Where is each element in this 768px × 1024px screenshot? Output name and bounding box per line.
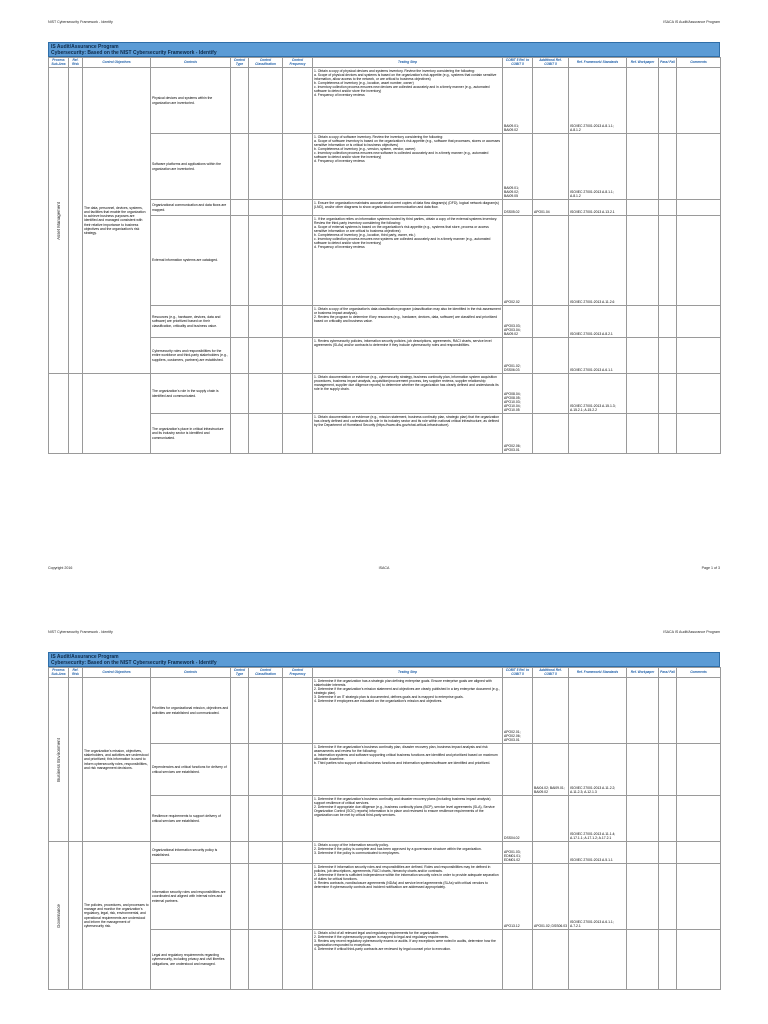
workpaper-cell[interactable] — [627, 216, 659, 306]
testing-step-line: 1. Obtain a list of all relevant legal and regulatory requirements for the organization. — [314, 930, 440, 935]
control-classification-cell[interactable] — [249, 930, 283, 990]
col-pass-fail: Pass/ Fail — [659, 58, 677, 68]
col-comments: Comments — [677, 668, 721, 678]
cobit5-ref-cell: APO13.12 — [503, 864, 533, 930]
process-sub-area-cell — [49, 68, 69, 374]
cobit5-ref-cell: APO02.02 — [503, 216, 533, 306]
col-controls: Controls — [151, 668, 231, 678]
control-cell: External information systems are cataloged. — [151, 216, 231, 306]
col-pass-fail: Pass/ Fail — [659, 668, 677, 678]
column-header-row — [49, 58, 721, 68]
control-classification-cell[interactable] — [249, 216, 283, 306]
col-ref-workpaper: Ref. Workpaper — [627, 58, 659, 68]
additional-cobit5-cell: APO01.04 — [533, 200, 569, 216]
testing-step-cell — [313, 678, 503, 744]
pass-fail-cell[interactable] — [659, 796, 677, 842]
testing-step-line: 1. If the organization relies on information systems hosted by third parties, obtain a copy of the external systems inventory. Review the third-party inventory considering the following: — [314, 216, 498, 225]
control-classification-cell[interactable] — [249, 796, 283, 842]
col-process-sub-area: Process Sub-Area — [49, 668, 69, 678]
testing-step-line: b. Completeness of inventory (e.g., location, third party, owner, etc.) — [314, 232, 416, 237]
pass-fail-cell[interactable] — [659, 842, 677, 864]
table-row — [49, 68, 721, 134]
testing-step-line: 3. Review any recent regulatory cybersecurity exams or audits. If any exceptions were noted in audits, determine how the organization responded to exceptions. — [314, 938, 496, 947]
column-header-row — [49, 668, 721, 678]
testing-step-line: d. Frequency of inventory reviews — [314, 93, 365, 98]
workpaper-cell[interactable] — [627, 338, 659, 374]
comments-cell[interactable] — [677, 338, 721, 374]
testing-step-line: 1. Ensure the organization maintains accurate and current copies of data flow diagram(s) (DFD), logical network diagram(s) (LND), and/or other diagrams to show organizational communication and data flow. — [314, 200, 499, 209]
control-objective-cell: The policies, procedures, and processes to manage and monitor the organization's regulatory, legal, risk, environmental, and operational requirements are understood and inform the management of cybersecurity risk. — [83, 842, 151, 990]
workpaper-cell[interactable] — [627, 200, 659, 216]
testing-step-line: a. Scope of external systems is based on the organization's risk appetite (e.g., systems that store, process or access sensitive information or are critical to business objectives) — [314, 224, 489, 233]
framework-ref-cell: ISO/IEC 27001:2013 A.8.1.1; A.8.1.2 — [569, 134, 627, 200]
control-frequency-cell[interactable] — [283, 68, 313, 134]
cobit5-ref-cell — [503, 744, 533, 796]
comments-cell[interactable] — [677, 930, 721, 990]
testing-step-line: 3. Review contracts, nondisclosure agreements (NDAs) and service level agreements (SLAs) with critical vendors to determine if cybersecurity controls and incident notification are addressed appropriately. — [314, 880, 488, 890]
col-additional-cobit5: Additional Ref. COBIT 5 — [533, 58, 569, 68]
control-type-cell[interactable] — [231, 678, 249, 744]
control-frequency-cell[interactable] — [283, 338, 313, 374]
testing-step-line: 2. Determine if the cybersecurity program is mapped to legal and regulatory requirements. — [314, 934, 449, 939]
testing-step-line: 1. Obtain a copy of the organization's data classification program (classification may also be identified in the risk assessment or business impact analysis). — [314, 306, 501, 315]
process-sub-area-cell — [49, 678, 69, 842]
col-additional-cobit5: Additional Ref. COBIT 5 — [533, 668, 569, 678]
additional-cobit5-cell — [533, 796, 569, 842]
testing-step-line: d. Frequency of inventory reviews — [314, 159, 365, 164]
col-ref-workpaper: Ref. Workpaper — [627, 668, 659, 678]
additional-cobit5-cell — [533, 338, 569, 374]
testing-step-line: 2. Review the program to determine if key resources (e.g., hardware, devices, data, software) are classified and prioritized based on criticality and business value. — [314, 314, 497, 323]
workpaper-cell[interactable] — [627, 796, 659, 842]
page-header-right: ISACA IS Audit/Assurance Program — [663, 20, 720, 24]
cobit5-ref-cell: DSS04.02 — [503, 796, 533, 842]
control-classification-cell[interactable] — [249, 374, 283, 414]
cobit5-ref-cell: BAI09.01; BAI09.02 — [503, 68, 533, 134]
footer-org: ISACA — [378, 566, 390, 570]
comments-cell[interactable] — [677, 796, 721, 842]
control-cell: Priorities for organizational mission, objectives and activities are established and communicated. — [151, 678, 231, 744]
control-cell: Resilience requirements to support delivery of critical services are established. — [151, 796, 231, 842]
comments-cell[interactable] — [677, 134, 721, 200]
testing-step-cell — [313, 930, 503, 990]
program-subtitle: Cybersecurity: Based on the NIST Cybersecurity Framework - Identify — [51, 50, 217, 57]
process-sub-area-label: Asset Management — [55, 201, 61, 240]
additional-cobit5-cell — [533, 134, 569, 200]
framework-ref-cell: ISO/IEC 27001:2013 A.11.2.6 — [569, 216, 627, 306]
table-row — [49, 842, 721, 864]
testing-step-cell — [313, 374, 503, 414]
control-frequency-cell[interactable] — [283, 414, 313, 454]
control-classification-cell[interactable] — [249, 68, 283, 134]
testing-step-cell — [313, 134, 503, 200]
additional-cobit5-cell — [533, 306, 569, 338]
testing-step-cell — [313, 216, 503, 306]
additional-cobit5-cell — [533, 68, 569, 134]
testing-step-cell — [313, 744, 503, 796]
testing-step-line: c. Inventory collection process ensures new devices are collected accurately and in a timely manner (e.g., automated software to detect and/or store the inventory) — [314, 84, 490, 94]
testing-step-line: 1. Obtain a copy of software inventory. Review the inventory considering the following: — [314, 134, 444, 139]
col-testing-step: Testing Step — [313, 58, 503, 68]
additional-cobit5-cell — [533, 414, 569, 454]
audit-table — [48, 57, 721, 454]
comments-cell[interactable] — [677, 414, 721, 454]
testing-step-line: b. Completeness of inventory (e.g., version, system, vendor, owner) — [314, 146, 416, 151]
additional-cobit5-cell — [533, 842, 569, 864]
testing-step-line: 2. Determine if appropriate due diligence (e.g., business continuity plans (BCP), service level agreements (SLA), Service Organization Control (SOC) reports) information is in place and reviewed to ensure resilience requirements of the organization can be met by critical third-party services. — [314, 804, 495, 817]
testing-step-line: 4. Determine if employees are educated on the organization's mission and objectives. — [314, 699, 443, 704]
testing-step-cell — [313, 864, 503, 930]
page-header-left: NIST Cybersecurity Framework - Identify — [48, 630, 113, 634]
col-cobit5: COBIT 5 Ref. to COBIT 5 — [503, 668, 533, 678]
cobit5-ref-cell: APO02.01; APO02.06; APO03.01 — [503, 678, 533, 744]
control-frequency-cell[interactable] — [283, 930, 313, 990]
control-objective-cell: The data, personnel, devices, systems, and facilities that enable the organization to achieve business purposes are identified and managed consistent with their relative importance to business objectives and the organization's risk strategy. — [83, 68, 151, 374]
comments-cell[interactable] — [677, 744, 721, 796]
control-classification-cell[interactable] — [249, 842, 283, 864]
process-sub-area-cell — [49, 842, 69, 990]
col-process-sub-area: Process Sub-Area — [49, 58, 69, 68]
comments-cell[interactable] — [677, 306, 721, 338]
framework-ref-cell: ISO/IEC 27001:2013 A.8.1.1; A.8.1.2 — [569, 68, 627, 134]
control-objective-cell: The organization's mission, objectives, stakeholders, and activities are understood and prioritized; this information is used to inform cybersecurity roles, responsibilities, and risk management decisions. — [83, 678, 151, 842]
framework-ref-cell: ISO/IEC 27001:2013 A.6.1.1 — [569, 338, 627, 374]
testing-step-cell — [313, 414, 503, 454]
control-type-cell[interactable] — [231, 930, 249, 990]
control-type-cell[interactable] — [231, 796, 249, 842]
col-control-type: Control Type — [231, 58, 249, 68]
control-frequency-cell[interactable] — [283, 134, 313, 200]
testing-step-line: c. Inventory collection process ensures new software is collected accurately and in a timely manner (e.g., automated software to detect and/or store the inventory) — [314, 150, 489, 160]
control-type-cell[interactable] — [231, 134, 249, 200]
col-cobit5: COBIT 5 Ref. to COBIT 5 — [503, 58, 533, 68]
control-cell: Physical devices and systems within the organization are inventoried. — [151, 68, 231, 134]
testing-step-line: 1. Determine if information security roles and responsibilities are defined. Roles and responsibilities may be defined in policies, job descriptions, agreements, RACI charts, hierarchy charts and/or contracts. — [314, 864, 491, 873]
additional-cobit5-cell — [533, 930, 569, 990]
framework-ref-cell: ISO/IEC 27001:2013 A.11.2.2; A.11.2.3; A.12.1.3 — [569, 744, 627, 796]
control-frequency-cell[interactable] — [283, 842, 313, 864]
control-cell: Legal and regulatory requirements regarding cybersecurity, including privacy and civil liberties obligations, are understood and managed. — [151, 930, 231, 990]
col-testing-step: Testing Step — [313, 668, 503, 678]
pass-fail-cell[interactable] — [659, 678, 677, 744]
control-frequency-cell[interactable] — [283, 678, 313, 744]
title-block — [48, 652, 720, 667]
workpaper-cell[interactable] — [627, 374, 659, 414]
pass-fail-cell[interactable] — [659, 744, 677, 796]
framework-ref-cell: ISO/IEC 27001:2013 A.11.1.4; A.17.1.1; A.17.1.2; A.17.2.1 — [569, 796, 627, 842]
comments-cell[interactable] — [677, 216, 721, 306]
cobit5-ref-cell — [503, 930, 533, 990]
ref-risk-cell[interactable] — [69, 374, 83, 454]
ref-risk-cell[interactable] — [69, 678, 83, 842]
ref-risk-cell[interactable] — [69, 68, 83, 374]
cobit5-ref-cell: APO01.03; EDM01.01; EDM01.02 — [503, 842, 533, 864]
framework-ref-cell: ISO/IEC 27001:2013 A.5.1.1 — [569, 842, 627, 864]
testing-step-line: c. Inventory collection process ensures new systems are collected accurately and in a timely manner (e.g., automated software to detect and/or store the inventory) — [314, 237, 491, 246]
audit-sheet — [48, 42, 720, 454]
testing-step-line: 1. Review cybersecurity policies, information security policies, job descriptions, agreements, RACI charts, service level agreements (SLAs) and/or contracts to determine if they include cybersecurity roles and responsibilities. — [314, 338, 492, 347]
control-cell: Cybersecurity roles and responsibilities for the entire workforce and third-party stakeholders (e.g., suppliers, customers, partners) are established. — [151, 338, 231, 374]
workpaper-cell[interactable] — [627, 68, 659, 134]
workpaper-cell[interactable] — [627, 744, 659, 796]
workpaper-cell[interactable] — [627, 930, 659, 990]
comments-cell[interactable] — [677, 200, 721, 216]
title-block — [48, 42, 720, 57]
testing-step-cell — [313, 306, 503, 338]
control-classification-cell[interactable] — [249, 200, 283, 216]
control-type-cell[interactable] — [231, 216, 249, 306]
testing-step-line: 1. Obtain documentation or evidence (e.g., mission statement, business continuity plan, strategic plan) that the organization has clearly defined and understands its role in its industry sector and its role within national critical infrastructure, as defined by the Department of Homeland Security (https://www.dhs.gov/what-critical-infrastructure). — [314, 414, 500, 427]
cobit5-ref-cell: APO01.02; DSS06.03 — [503, 338, 533, 374]
control-frequency-cell[interactable] — [283, 200, 313, 216]
testing-step-line: b. Completeness of inventory (e.g., location, asset number, owner) — [314, 80, 414, 85]
col-ref-framework: Ref. Framework/ Standards — [569, 58, 627, 68]
pass-fail-cell[interactable] — [659, 134, 677, 200]
cobit5-ref-cell: BAI09.01; BAI09.02; BAI09.05 — [503, 134, 533, 200]
control-frequency-cell[interactable] — [283, 216, 313, 306]
framework-ref-cell: ISO/IEC 27001:2013 A.6.1.1; A.7.2.1 — [569, 864, 627, 930]
framework-ref-cell — [569, 678, 627, 744]
report-page-2 — [0, 610, 768, 1024]
cobit5-ref-cell: DSS05.02 — [503, 200, 533, 216]
cobit5-ref-cell: APO03.03; APO03.04; BAI09.02 — [503, 306, 533, 338]
control-type-cell[interactable] — [231, 842, 249, 864]
control-cell: The organization's role in the supply chain is identified and communicated. — [151, 374, 231, 414]
testing-step-line: 2. Determine if there is sufficient independence within the information security roles in order to provide adequate separation of duties for critical functions. — [314, 872, 499, 881]
comments-cell[interactable] — [677, 864, 721, 930]
control-frequency-cell[interactable] — [283, 306, 313, 338]
testing-step-cell — [313, 842, 503, 864]
pass-fail-cell[interactable] — [659, 864, 677, 930]
control-classification-cell[interactable] — [249, 414, 283, 454]
control-type-cell[interactable] — [231, 864, 249, 930]
testing-step-line: 1. Obtain documentation or evidence (e.g., cybersecurity strategy, business continuity plan, information system acquisition procedures, business impact analysis, acquisition/procurement process, key supplier reviews, supplier relationship management, supplier due diligence reports) to determine whether the organization has clearly defined and understands its role in the supply chain. — [314, 374, 499, 391]
testing-step-cell — [313, 338, 503, 374]
control-cell: Organizational information security policy is established. — [151, 842, 231, 864]
framework-ref-cell — [569, 414, 627, 454]
control-classification-cell[interactable] — [249, 864, 283, 930]
workpaper-cell[interactable] — [627, 134, 659, 200]
pass-fail-cell[interactable] — [659, 930, 677, 990]
control-type-cell[interactable] — [231, 306, 249, 338]
cobit5-ref-cell: APO02.06; APO03.01 — [503, 414, 533, 454]
pass-fail-cell[interactable] — [659, 414, 677, 454]
testing-step-line: 1. Determine if the organization's business continuity and disaster recovery plans (including business impact analysis) support resilience of critical services. — [314, 796, 491, 805]
col-control-objectives: Control Objectives — [83, 668, 151, 678]
col-control-classification: Control Classification — [249, 58, 283, 68]
control-cell: Organizational communication and data flows are mapped. — [151, 200, 231, 216]
framework-ref-cell: ISO/IEC 27001:2013 A.13.2.1 — [569, 200, 627, 216]
pass-fail-cell[interactable] — [659, 200, 677, 216]
pass-fail-cell[interactable] — [659, 338, 677, 374]
col-ref-framework: Ref. Framework/ Standards — [569, 668, 627, 678]
testing-step-cell — [313, 68, 503, 134]
control-frequency-cell[interactable] — [283, 744, 313, 796]
pass-fail-cell[interactable] — [659, 374, 677, 414]
framework-ref-cell: ISO/IEC 27001:2013 A.15.1.3; A.15.2.1; A.15.2.2 — [569, 374, 627, 414]
ref-risk-cell[interactable] — [69, 842, 83, 990]
workpaper-cell[interactable] — [627, 678, 659, 744]
program-title: IS Audit/Assurance Program — [51, 654, 119, 660]
control-type-cell[interactable] — [231, 374, 249, 414]
comments-cell[interactable] — [677, 374, 721, 414]
testing-step-line: 4. Determine if critical third-party contracts are reviewed by legal counsel prior to execution. — [314, 946, 452, 951]
process-sub-area-label: Governance — [55, 903, 61, 928]
testing-step-line: a. Scope of software inventory is based on the organization's risk appetite (e.g., software that processes, stores or accesses sensitive information or is critical to business objectives) — [314, 138, 501, 147]
control-cell: Software platforms and applications within the organization are inventoried. — [151, 134, 231, 200]
testing-step-line: a. Information systems and software supporting critical business functions are identified and prioritized based on maximum allowable downtime. — [314, 752, 498, 761]
col-comments: Comments — [677, 58, 721, 68]
additional-cobit5-cell — [533, 678, 569, 744]
col-controls: Controls — [151, 58, 231, 68]
col-control-frequency: Control Frequency — [283, 668, 313, 678]
additional-cobit5-cell: APO01.02; DSS06.03 — [533, 864, 569, 930]
program-title: IS Audit/Assurance Program — [51, 44, 119, 50]
additional-cobit5-cell — [533, 374, 569, 414]
additional-cobit5-cell — [533, 216, 569, 306]
pass-fail-cell[interactable] — [659, 68, 677, 134]
control-classification-cell[interactable] — [249, 134, 283, 200]
testing-step-line: a. Scope of physical devices and systems is based on the organization's risk appetite (e.g., systems that contain sensitive information, allow access to the network, or are critical to business objectives) — [314, 72, 497, 81]
control-type-cell[interactable] — [231, 338, 249, 374]
testing-step-cell — [313, 796, 503, 842]
control-cell: Information security roles and responsibilities are coordinated and aligned with internal roles and external partners. — [151, 864, 231, 930]
audit-table — [48, 667, 721, 990]
testing-step-line: 1. Determine if the organization's business continuity plan, disaster recovery plan, business impact analysis and risk assessments and review for the following: — [314, 744, 488, 753]
control-type-cell[interactable] — [231, 744, 249, 796]
control-cell: Resources (e.g., hardware, devices, data and software) are prioritized based on their classification, criticality and business value. — [151, 306, 231, 338]
control-frequency-cell[interactable] — [283, 796, 313, 842]
framework-ref-cell: ISO/IEC 27001:2013 A.8.2.1 — [569, 306, 627, 338]
cobit5-ref-cell: APO08.04; APO08.05; APO10.03; APO10.04; APO10.05 — [503, 374, 533, 414]
audit-sheet — [48, 652, 720, 990]
control-type-cell[interactable] — [231, 68, 249, 134]
control-classification-cell[interactable] — [249, 678, 283, 744]
testing-step-line: 3. Determine if an IT strategic plan is documented, defines goals and is mapped to enterprise goals. — [314, 694, 464, 699]
testing-step-line: 3. Determine if the policy is communicated to employees. — [314, 850, 400, 855]
testing-step-line: d. Frequency of inventory reviews — [314, 245, 365, 250]
testing-step-cell — [313, 200, 503, 216]
control-classification-cell[interactable] — [249, 744, 283, 796]
testing-step-line: 1. Determine if the organization has a strategic plan defining enterprise goals. Ensure enterprise goals are aligned with stakeholder interests. — [314, 678, 492, 687]
workpaper-cell[interactable] — [627, 864, 659, 930]
col-ref-risk: Ref. Risk — [69, 668, 83, 678]
testing-step-line: 1. Obtain a copy of the information security policy. — [314, 842, 389, 847]
page-header-right: ISACA IS Audit/Assurance Program — [663, 630, 720, 634]
comments-cell[interactable] — [677, 842, 721, 864]
workpaper-cell[interactable] — [627, 842, 659, 864]
control-cell: The organization's place in critical infrastructure and its industry sector is identified and communicated. — [151, 414, 231, 454]
comments-cell[interactable] — [677, 678, 721, 744]
col-control-type: Control Type — [231, 668, 249, 678]
page-header-left: NIST Cybersecurity Framework - Identify — [48, 20, 113, 24]
workpaper-cell[interactable] — [627, 306, 659, 338]
control-classification-cell[interactable] — [249, 306, 283, 338]
process-sub-area-label: Business Environment — [55, 737, 61, 782]
program-subtitle: Cybersecurity: Based on the NIST Cybersecurity Framework - Identify — [51, 660, 217, 667]
workpaper-cell[interactable] — [627, 414, 659, 454]
col-control-objectives: Control Objectives — [83, 58, 151, 68]
additional-cobit5-cell: BAI04.02; BAI09.01; BAI09.02 — [533, 744, 569, 796]
control-objective-cell — [83, 374, 151, 454]
control-classification-cell[interactable] — [249, 338, 283, 374]
footer-page-number: Page 1 of 3 — [701, 566, 720, 570]
testing-step-line: 2. Determine if the organization's mission statement and objectives are clearly published in a key enterprise document (e.g., strategic plan). — [314, 686, 500, 695]
process-sub-area-cell — [49, 374, 69, 454]
control-frequency-cell[interactable] — [283, 374, 313, 414]
control-type-cell[interactable] — [231, 200, 249, 216]
comments-cell[interactable] — [677, 68, 721, 134]
footer-copyright: Copyright 2016 — [48, 566, 73, 570]
framework-ref-cell — [569, 930, 627, 990]
col-ref-risk: Ref. Risk — [69, 58, 83, 68]
control-frequency-cell[interactable] — [283, 864, 313, 930]
testing-step-line: 1. Obtain a copy of physical devices and systems inventory. Review the inventory considering the following: — [314, 68, 475, 73]
testing-step-line: 2. Determine if the policy is complete and has been approved by a governance structure within the organization. — [314, 846, 482, 851]
col-control-classification: Control Classification — [249, 668, 283, 678]
testing-step-line: b. Third parties who support critical business functions and information systems/software are identified and prioritized. — [314, 760, 491, 765]
col-control-frequency: Control Frequency — [283, 58, 313, 68]
table-row — [49, 374, 721, 414]
control-type-cell[interactable] — [231, 414, 249, 454]
pass-fail-cell[interactable] — [659, 216, 677, 306]
table-row — [49, 678, 721, 744]
control-cell: Dependencies and critical functions for delivery of critical services are established. — [151, 744, 231, 796]
pass-fail-cell[interactable] — [659, 306, 677, 338]
